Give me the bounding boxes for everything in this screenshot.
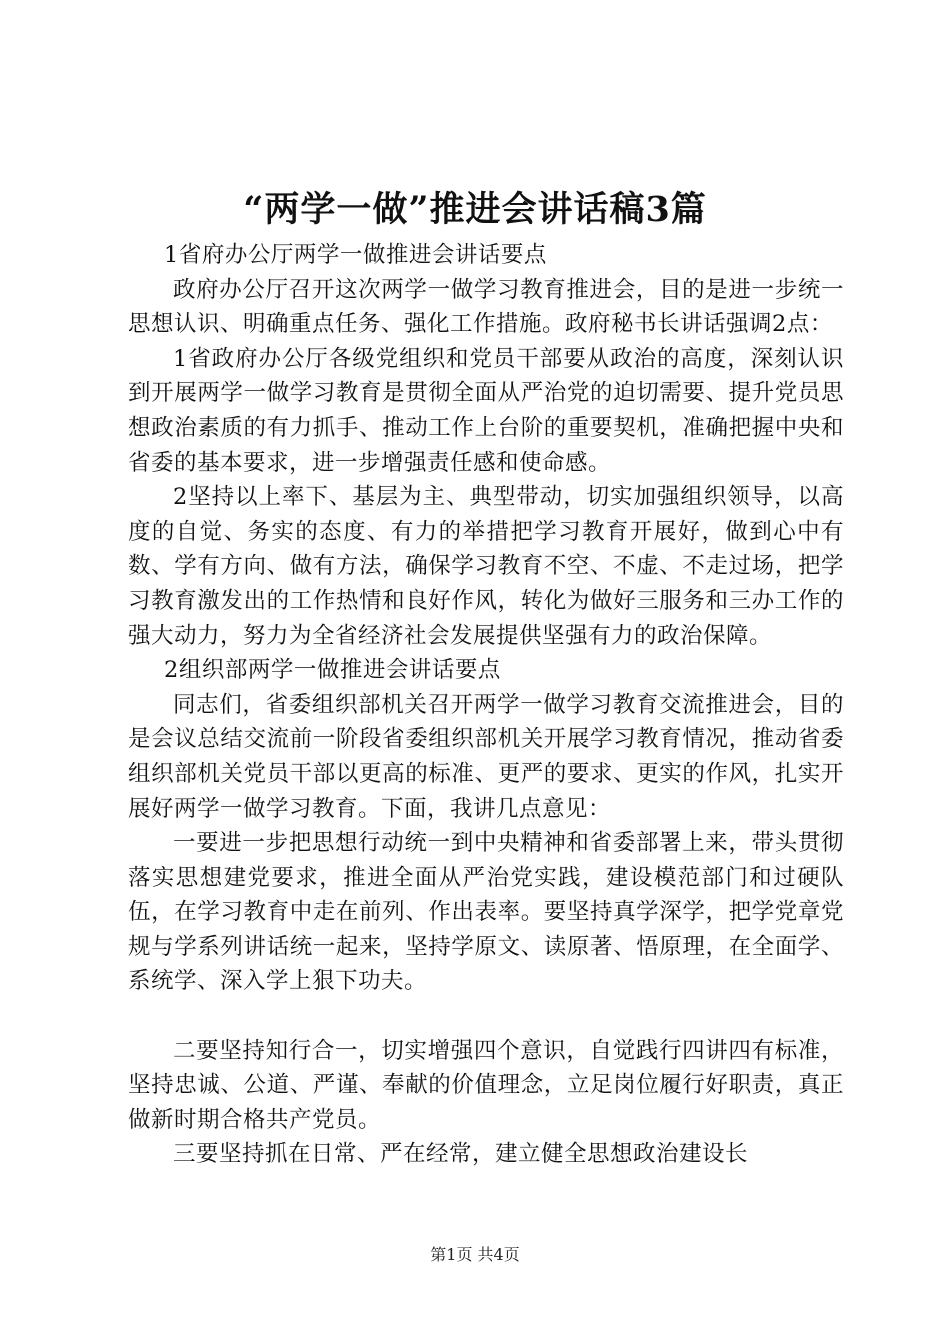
paragraph: 政府办公厅召开这次两学一做学习教育推进会，目的是进一步统一思想认识、明确重点任务、强化工作措施。政府秘书长讲话强调2点： — [128, 276, 844, 338]
document-title: “两学一做”推进会讲话稿3篇 — [243, 189, 707, 230]
blank-line — [128, 999, 844, 1034]
paragraph: 一要进一步把思想行动统一到中央精神和省委部署上来，带头贯彻落实思想建党要求，推进全面从严治党实践，建设模范部门和过硬队伍，在学习教育中走在前列、作出表率。要坚持真学深学，把学党章党规与学系列讲话统一起来，坚持学原文、读原著、悟原理，在全面学、系统学、深入学上狠下功夫。 — [128, 830, 844, 995]
page-number: 第1页 共4页 — [430, 1245, 520, 1264]
paragraph: 1省政府办公厅各级党组织和党员干部要从政治的高度，深刻认识到开展两学一做学习教育是贯彻全面从严治党的迫切需要、提升党员思想政治素质的有力抓手、推动工作上台阶的重要契机，准确把握中央和省委的基本要求，进一步增强责任感和使命感。 — [128, 345, 844, 476]
paragraph: 二要坚持知行合一，切实增强四个意识，自觉践行四讲四有标准，坚持忠诚、公道、严谨、奉献的价值理念，立足岗位履行好职责，真正做新时期合格共产党员。 — [128, 1037, 844, 1133]
document-body — [128, 238, 844, 1172]
paragraph: 同志们，省委组织部机关召开两学一做学习教育交流推进会，目的是会议总结交流前一阶段省委组织部机关开展学习教育情况，推动省委组织部机关党员干部以更高的标准、更严的要求、更实的作风，扎实开展好两学一做学习教育。下面，我讲几点意见： — [128, 691, 844, 822]
section-heading-1: 1省府办公厅两学一做推进会讲话要点 — [164, 242, 547, 268]
paragraph: 三要坚持抓在日常、严在经常，建立健全思想政治建设长 — [173, 1141, 749, 1168]
paragraph: 2坚持以上率下、基层为主、典型带动，切实加强组织领导，以高度的自觉、务实的态度、有力的举措把学习教育开展好，做到心中有数、学有方向、做有方法，确保学习教育不空、不虚、不走过场，把学习教育激发出的工作热情和良好作风，转化为做好三服务和三办工作的强大动力，努力为全省经济社会发展提供坚强有力的政治保障。 — [128, 484, 844, 649]
section-heading-2: 2组织部两学一做推进会讲话要点 — [164, 657, 501, 684]
